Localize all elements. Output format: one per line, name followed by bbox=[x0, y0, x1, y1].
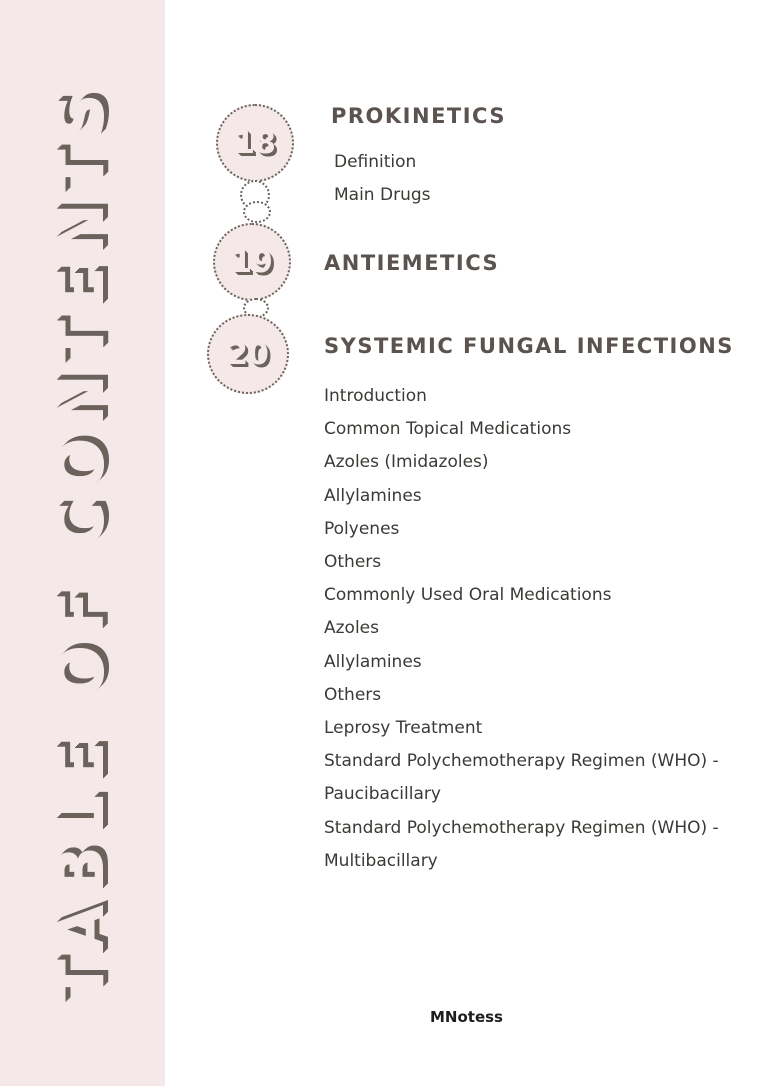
section-items-systemic-fungal-infections bbox=[324, 380, 719, 878]
footer-brand: MNotess bbox=[430, 1008, 503, 1026]
list-item: Standard Polychemotherapy Regimen (WHO) - bbox=[324, 751, 719, 772]
list-item: Introduction bbox=[324, 386, 427, 406]
table-of-contents-title: TABLE OF CONTENTS bbox=[45, 83, 119, 1003]
list-item: Multibacillary bbox=[324, 850, 438, 871]
list-item: Leprosy Treatment bbox=[324, 718, 483, 739]
section-items-prokinetics bbox=[334, 146, 431, 212]
section-number-badge: 19 bbox=[213, 223, 291, 301]
section-title-systemic-fungal-infections: SYSTEMIC FUNGAL INFECTIONS bbox=[324, 334, 734, 358]
list-item: Definition bbox=[334, 152, 417, 172]
list-item: Allylamines bbox=[324, 651, 422, 672]
list-item: Others bbox=[324, 552, 382, 573]
list-item: Paucibacillary bbox=[324, 784, 441, 805]
list-item: Azoles (Imidazoles) bbox=[324, 452, 489, 473]
list-item: Commonly Used Oral Medications bbox=[324, 585, 612, 606]
list-item: Others bbox=[324, 684, 382, 705]
list-item: Standard Polychemotherapy Regimen (WHO) - bbox=[324, 817, 719, 838]
section-number-badge: 20 bbox=[207, 314, 289, 394]
section-title-prokinetics: PROKINETICS bbox=[331, 104, 506, 128]
list-item: Common Topical Medications bbox=[324, 419, 572, 440]
list-item: Allylamines bbox=[324, 485, 422, 506]
list-item: Azoles bbox=[324, 618, 379, 639]
section-number-badge: 18 bbox=[216, 104, 294, 182]
sidebar bbox=[0, 0, 165, 1086]
list-item: Main Drugs bbox=[334, 185, 431, 206]
list-item: Polyenes bbox=[324, 518, 400, 539]
section-title-antiemetics: ANTIEMETICS bbox=[324, 251, 500, 275]
chain-link-icon bbox=[243, 201, 271, 223]
